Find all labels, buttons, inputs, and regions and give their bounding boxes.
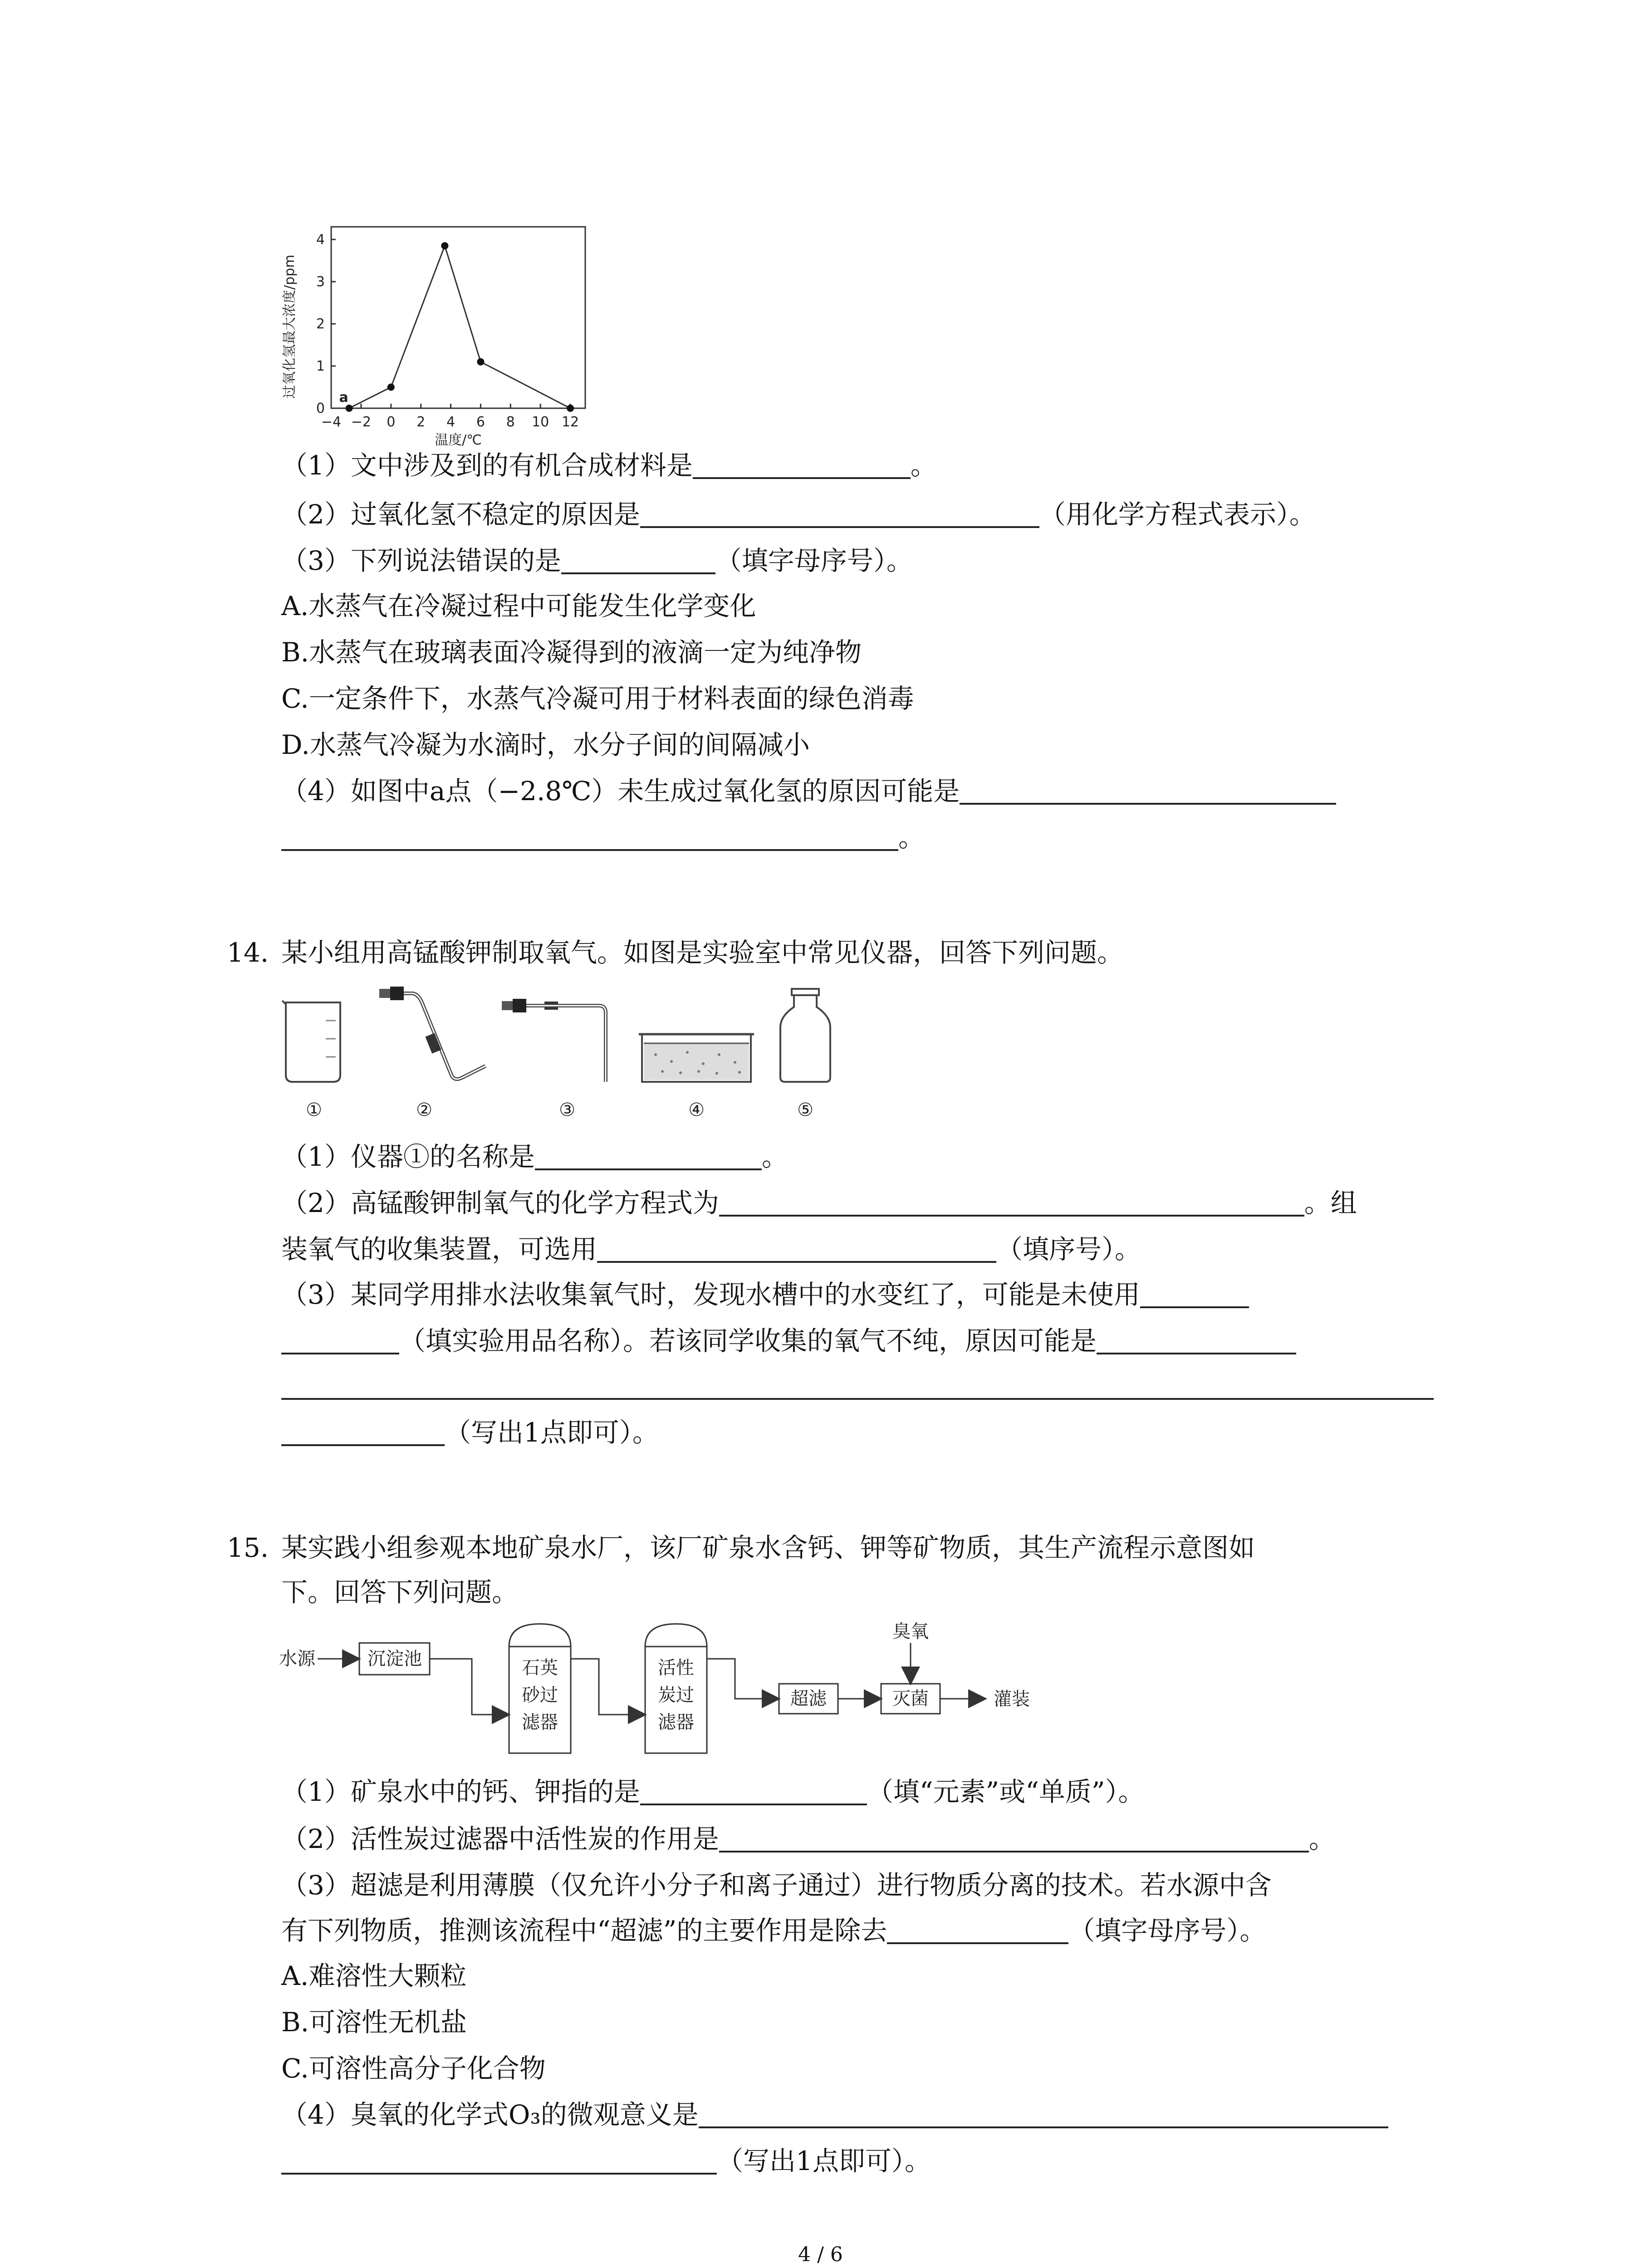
q14-part3-blank-line (281, 1368, 1434, 1404)
q15-stem-line1: 某实践小组参观本地矿泉水厂，该厂矿泉水含钙、钾等矿物质，其生产流程示意图如 (281, 1532, 1255, 1563)
answer-blank[interactable] (719, 1823, 1309, 1853)
quartz-filter-label-1: 石英 (522, 1657, 558, 1678)
answer-blank[interactable] (597, 1233, 996, 1263)
q13-part1: （1）文中涉及到的有机合成材料是 。 (281, 450, 937, 481)
y-tick-label: 3 (316, 274, 325, 290)
lab-instruments-figure (272, 984, 853, 1125)
flow-arrow (430, 1659, 508, 1715)
answer-blank[interactable] (887, 1914, 1068, 1944)
filling-label: 灌装 (994, 1689, 1030, 1710)
answer-blank[interactable] (1097, 1325, 1296, 1354)
x-tick-label: 12 (561, 414, 579, 430)
x-axis-title: 温度/℃ (435, 432, 482, 448)
y-tick-label: 4 (316, 231, 325, 248)
x-tick-label: 6 (476, 414, 485, 430)
gas-collecting-bottle-icon (780, 989, 830, 1082)
q13-option-c: C.一定条件下，水蒸气冷凝可用于材料表面的绿色消毒 (281, 683, 914, 714)
y-tick-label: 0 (316, 401, 325, 416)
x-tick-label: 10 (532, 414, 549, 430)
water-trough-icon (639, 1034, 754, 1082)
data-point (387, 383, 395, 391)
q15-stem-line2: 下。回答下列问题。 (281, 1577, 519, 1608)
q13-part4: （4）如图中a点（−2.8℃）未生成过氧化氢的原因可能是 (281, 773, 1336, 809)
answer-blank[interactable] (693, 449, 911, 479)
q14-part3-cont: （填实验用品名称）。若该同学收集的氧气不纯，原因可能是 (281, 1323, 1296, 1359)
carbon-filter-label-1: 活性 (658, 1657, 694, 1678)
answer-blank[interactable] (281, 1416, 445, 1446)
q14-number: 14. (227, 937, 269, 968)
q15-part4: （4）臭氧的化学式O₃的微观意义是 (281, 2097, 1388, 2133)
series-line (349, 246, 571, 408)
answer-blank[interactable] (281, 2145, 717, 2175)
ultrafiltration-label: 超滤 (790, 1688, 827, 1709)
x-tick-label: 2 (416, 414, 426, 430)
carbon-filter-label-2: 炭过 (658, 1685, 694, 1706)
q13-option-d: D.水蒸气冷凝为水滴时，水分子间的间隔减小 (281, 729, 810, 760)
q15-part1: （1）矿泉水中的钙、钾指的是 （填“元素”或“单质”）。 (281, 1776, 1145, 1807)
data-point (567, 405, 574, 412)
q14-part3-end: （写出1点即可）。 (281, 1414, 659, 1451)
x-tick-label: −4 (321, 414, 342, 430)
q13-part2: （2）过氧化氢不稳定的原因是 （用化学方程式表示）。 (281, 499, 1316, 530)
q14-stem: 某小组用高锰酸钾制取氧气。如图是实验室中常见仪器，回答下列问题。 (281, 937, 1124, 968)
point-a-label: a (339, 390, 348, 406)
q15-part4-cont: （写出1点即可）。 (281, 2143, 931, 2179)
instrument-label-4: ④ (688, 1100, 705, 1120)
instrument-label-3: ③ (559, 1100, 575, 1120)
answer-blank[interactable] (281, 821, 898, 851)
answer-blank[interactable] (1140, 1278, 1249, 1308)
stopper-with-right-angle-tube-icon (502, 999, 606, 1082)
x-tick-label: 0 (387, 414, 396, 430)
page-number: 4 / 6 (798, 2243, 843, 2266)
instrument-label-5: ⑤ (797, 1100, 813, 1120)
carbon-filter-label-3: 滤器 (658, 1712, 694, 1733)
x-tick-label: −2 (351, 414, 371, 430)
plot-frame (331, 227, 585, 408)
q15-option-b: B.可溶性无机盐 (281, 2007, 467, 2038)
data-point (441, 242, 448, 249)
q14-part1: （1）仪器①的名称是 。 (281, 1141, 788, 1172)
ozone-label: 臭氧 (892, 1621, 929, 1642)
q15-part3: （3）超滤是利用薄膜（仅允许小分子和离子通过）进行物质分离的技术。若水源中含 (281, 1870, 1272, 1901)
answer-blank[interactable] (561, 544, 715, 574)
quartz-filter-label-3: 滤器 (522, 1712, 558, 1733)
q14-part2: （2）高锰酸钾制氧气的化学方程式为 。组 (281, 1188, 1357, 1218)
answer-blank[interactable] (719, 1187, 1304, 1217)
quartz-filter-label-2: 砂过 (522, 1685, 558, 1706)
flow-source-label: 水源 (279, 1648, 315, 1669)
beaker-icon (282, 1001, 340, 1082)
data-point (346, 405, 353, 412)
q13-part4-cont: 。 (281, 819, 925, 855)
q15-option-c: C.可溶性高分子化合物 (281, 2053, 546, 2084)
flow-arrow (707, 1659, 778, 1699)
q14-part2-cont: 装氧气的收集装置，可选用 （填序号）。 (281, 1234, 1141, 1265)
sterilization-label: 灭菌 (892, 1688, 929, 1709)
y-axis-title: 过氧化氢最大浓度/ppm (282, 254, 298, 399)
x-tick-label: 8 (506, 414, 515, 430)
q13-part3: （3）下列说法错误的是 （填字母序号）。 (281, 545, 913, 576)
temperature-concentration-chart (272, 213, 599, 449)
instrument-label-2: ② (416, 1100, 432, 1120)
q15-part3-cont: 有下列物质，推测该流程中“超滤”的主要作用是除去 （填字母序号）。 (281, 1915, 1266, 1946)
y-tick-label: 1 (316, 358, 325, 374)
instrument-label-1: ① (306, 1100, 322, 1120)
q14-part3: （3）某同学用排水法收集氧气时，发现水槽中的水变红了，可能是未使用 (281, 1276, 1249, 1313)
y-axis-label (282, 254, 298, 398)
answer-blank[interactable] (640, 498, 1039, 528)
flow-arrow (571, 1659, 644, 1715)
answer-blank[interactable] (699, 2098, 1388, 2128)
q15-number: 15. (227, 1532, 269, 1563)
y-tick-label: 2 (316, 316, 325, 332)
sedimentation-tank-label: 沉淀池 (367, 1648, 422, 1669)
answer-blank[interactable] (281, 1325, 399, 1354)
x-tick-label: 4 (446, 414, 456, 430)
q15-option-a: A.难溶性大颗粒 (281, 1960, 467, 1991)
q15-part2: （2）活性炭过滤器中活性炭的作用是 。 (281, 1823, 1335, 1854)
answer-blank[interactable] (535, 1140, 762, 1170)
answer-blank[interactable] (640, 1775, 867, 1805)
production-flow-diagram (272, 1615, 1089, 1769)
q13-option-a: A.水蒸气在冷凝过程中可能发生化学变化 (281, 591, 756, 621)
answer-blank[interactable] (960, 775, 1336, 805)
q13-option-b: B.水蒸气在玻璃表面冷凝得到的液滴一定为纯净物 (281, 637, 862, 668)
stopper-with-bent-tube-icon (379, 987, 485, 1079)
data-point (477, 358, 484, 366)
answer-blank[interactable] (281, 1370, 1434, 1400)
